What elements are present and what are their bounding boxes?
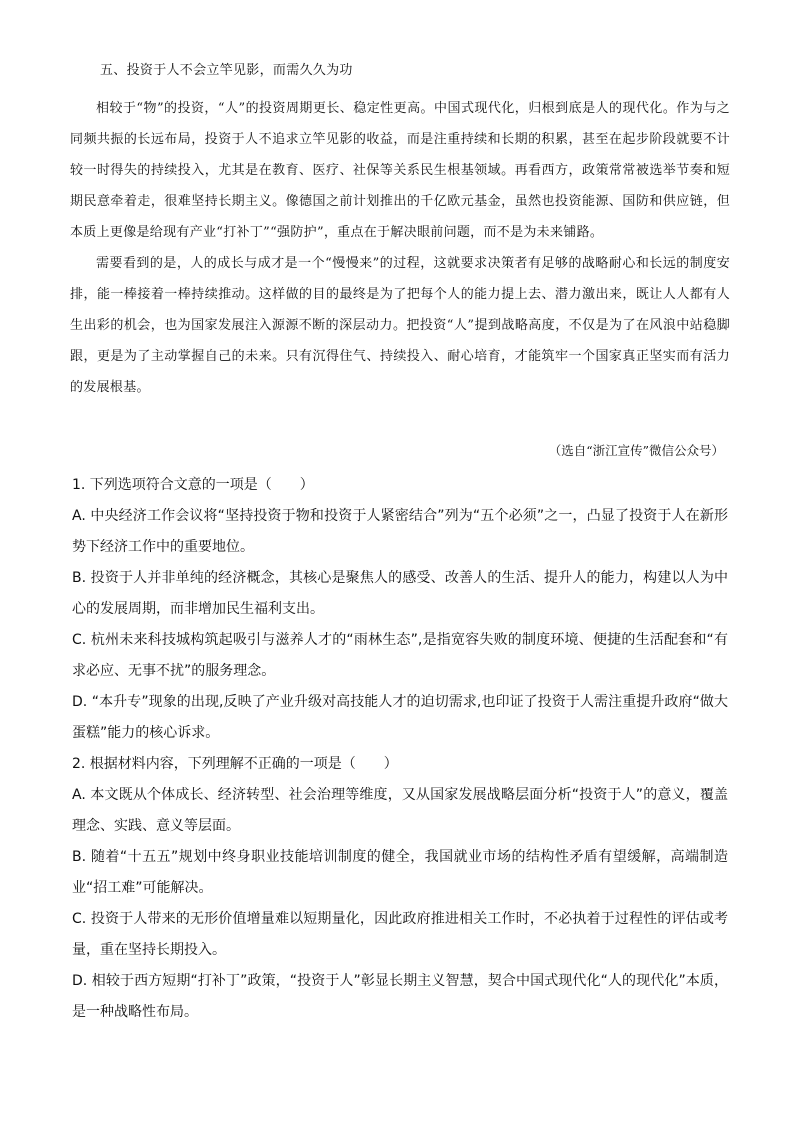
option-c: C. 投资于人带来的无形价值增量难以短期量化，因此政府推进相关工作时，不必执着于过程性的评估或考量，重在坚持长期投入。 [72, 911, 728, 958]
question-2 [72, 749, 728, 1028]
source-citation: （选自“浙江宣传”微信公众号） [548, 443, 724, 458]
option-d: D. “本升专”现象的出现,反映了产业升级对高技能人才的迫切需求,也印证了投资于人需注重提升政府“做大蛋糕”能力的核心诉求。 [72, 694, 728, 741]
option-a: A. 本文既从个体成长、经济转型、社会治理等维度，又从国家发展战略层面分析“投资于人”的意义，覆盖理念、实践、意义等层面。 [72, 787, 728, 834]
question-stem: 2. 根据材料内容，下列理解不正确的一项是（ ） [72, 756, 398, 772]
option-a: A. 中央经济工作会议将“坚持投资于物和投资于人紧密结合”列为“五个必须”之一，凸显了投资于人在新形势下经济工作中的重要地位。 [72, 508, 728, 555]
option-b: B. 投资于人并非单纯的经济概念，其核心是聚焦人的感受、改善人的生活、提升人的能力，构建以人为中心的发展周期，而非增加民生福利支出。 [72, 570, 728, 617]
option-c: C. 杭州未来科技城构筑起吸引与滋养人才的“雨林生态”,是指宽容失败的制度环境、便捷的生活配套和“有求必应、无事不扰”的服务理念。 [72, 632, 728, 679]
question-stem: 1. 下列选项符合文意的一项是（ ） [72, 477, 314, 493]
question-1 [72, 470, 728, 749]
option-b: B. 随着“十五五”规划中终身职业技能培训制度的健全，我国就业市场的结构性矛盾有望缓解，高端制造业“招工难”可能解决。 [72, 849, 728, 896]
question-list [72, 470, 728, 1028]
section-heading: 五、投资于人不会立竿见影，而需久久为功 [100, 63, 353, 78]
passage-paragraph: 需要看到的是，人的成长与成才是一个“慢慢来”的过程，这就要求决策者有足够的战略耐心和长远的制度安排，能一棒接着一棒持续推动。这样做的目的最终是为了把每个人的能力提上去、潜力激出来，既让人人都有人生出彩的机会，也为国家发展注入源源不断的深层动力。把投资“人”提到战略高度，不仅是为了在风浪中站稳脚跟，更是为了主动掌握自己的未来。只有沉得住气、持续投入、耐心培育，才能筑牢一个国家真正坚实而有活力的发展根基。 [70, 256, 730, 395]
option-d: D. 相较于西方短期“打补丁”政策，“投资于人”彰显长期主义智慧，契合中国式现代化“人的现代化”本质，是一种战略性布局。 [72, 973, 728, 1020]
reading-passage [70, 62, 730, 403]
passage-paragraph: 相较于“物”的投资，“人”的投资周期更长、稳定性更高。中国式现代化，归根到底是人的现代化。作为与之同频共振的长远布局，投资于人不追求立竿见影的收益，而是注重持续和长期的积累，甚至在起步阶段就要不计较一时得失的持续投入，尤其是在教育、医疗、社保等关系民生根基领域。再看西方，政策常常被选举节奏和短期民意牵着走，很难坚持长期主义。像德国之前计划推出的千亿欧元基金，虽然也投资能源、国防和供应链，但本质上更像是给现有产业“打补丁”“强防护”，重点在于解决眼前问题，而不是为未来铺路。 [70, 101, 730, 240]
